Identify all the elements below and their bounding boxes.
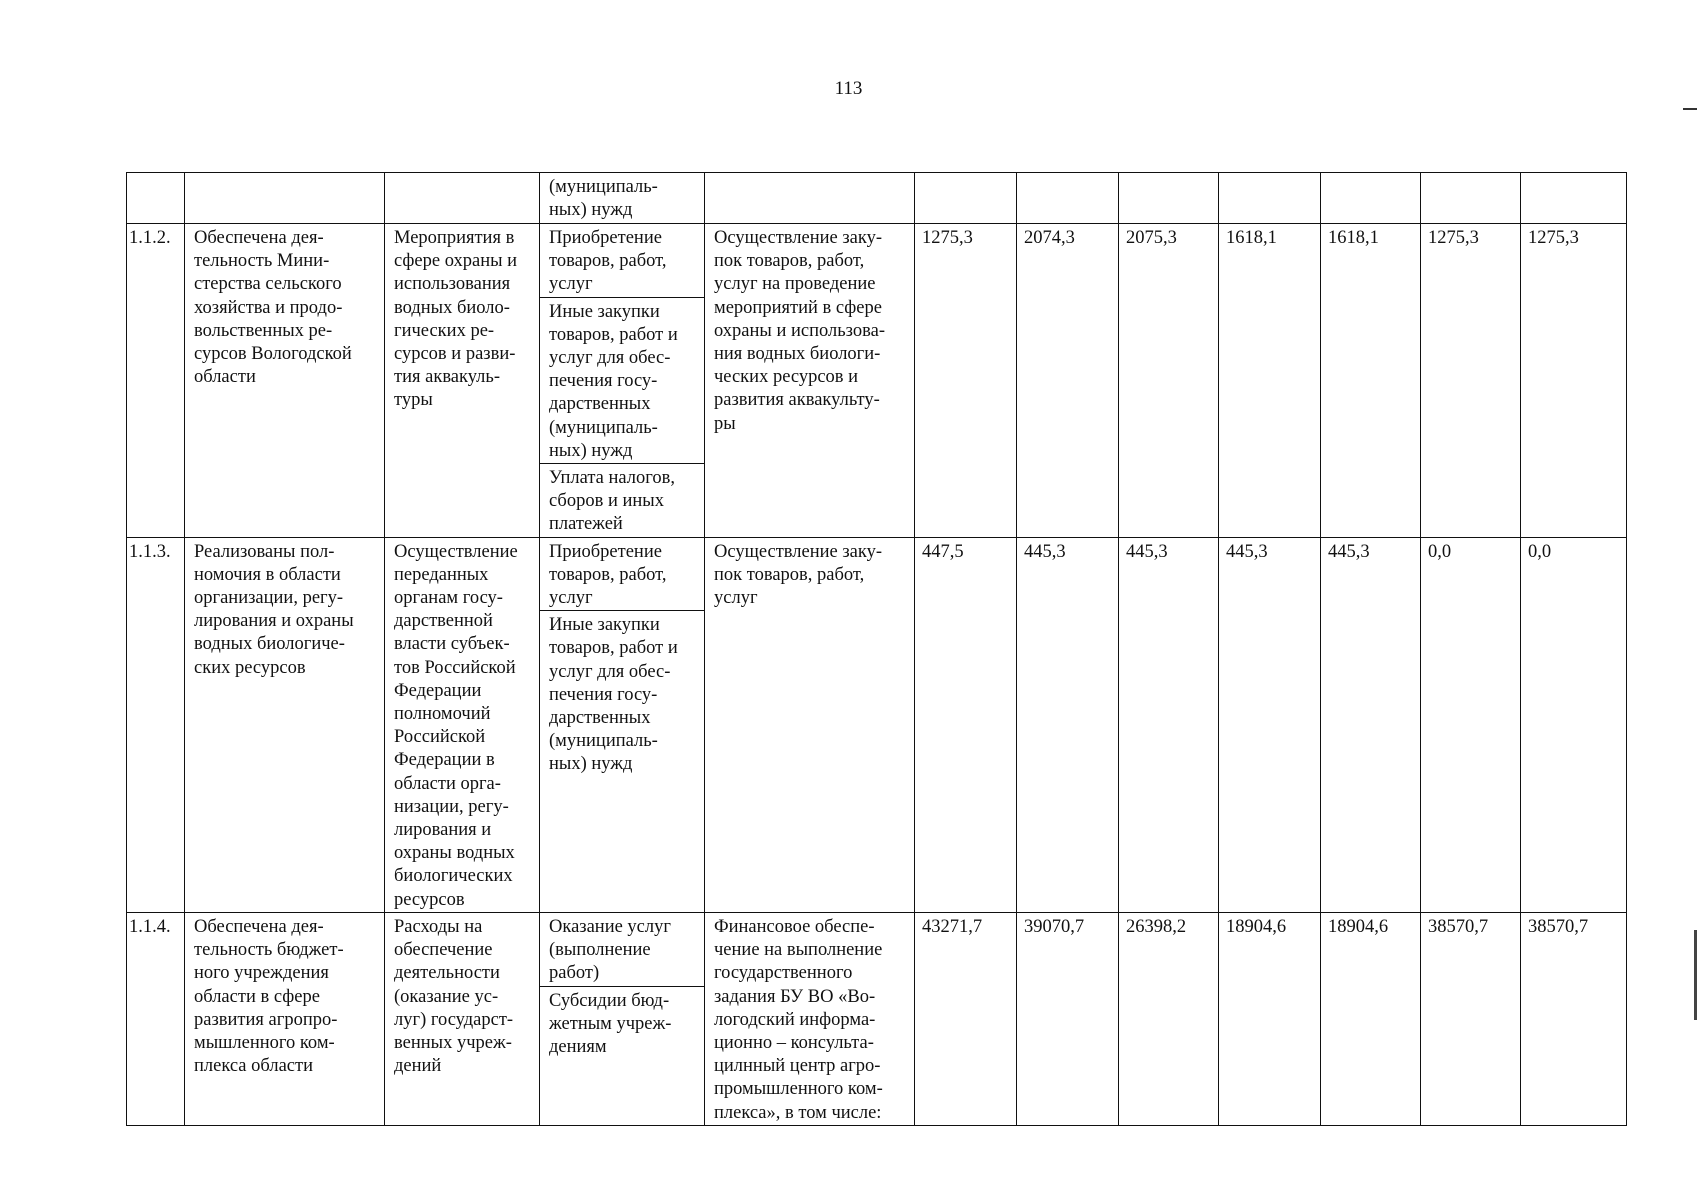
cell-result: Реализованы пол- номочия в области организации, регу- лирования и охраны водных биологиче- ских ресурсов	[185, 537, 385, 912]
cell-result: Обеспечена дея- тельность бюджет- ного учреждения области в сфере развития агропро- мышленного ком- плекса области	[185, 912, 385, 1125]
cell-value	[1119, 173, 1219, 224]
cell-code: 1.1.2.	[127, 224, 185, 538]
cell-result	[185, 173, 385, 224]
cell-value	[1421, 173, 1521, 224]
cell-expense-types	[540, 537, 705, 912]
cell-value: 18904,6	[1321, 912, 1421, 1125]
table-row-continuation	[127, 173, 1627, 224]
cell-value: 43271,7	[915, 912, 1017, 1125]
cell-value: 0,0	[1521, 537, 1627, 912]
cell-event	[385, 173, 540, 224]
cell-value	[1219, 173, 1321, 224]
expense-type: Иные закупки товаров, работ и услуг для обес- печения госу- дарственных (муниципаль- ных) нужд	[540, 610, 704, 776]
cell-value: 18904,6	[1219, 912, 1321, 1125]
cell-value: 39070,7	[1017, 912, 1119, 1125]
cell-value: 445,3	[1321, 537, 1421, 912]
cell-value: 1275,3	[1521, 224, 1627, 538]
table-row	[127, 224, 1627, 538]
cell-direction: Осуществление заку- пок товаров, работ, услуг на проведение мероприятий в сфере охраны и использова- ния водных биологи- ческих ресурсов и развития аквакульту- ры	[705, 224, 915, 538]
funding-table	[126, 172, 1627, 1126]
cell-value: 38570,7	[1521, 912, 1627, 1125]
cell-event: Осуществление переданных органам госу- дарственной власти субъек- тов Российской Федерации полномочий Российской Федерации в области орга- низации, регу- лирования и охраны водных биологических ресурсов	[385, 537, 540, 912]
cell-code	[127, 173, 185, 224]
table-row	[127, 537, 1627, 912]
cell-value: 26398,2	[1119, 912, 1219, 1125]
cell-value: 445,3	[1119, 537, 1219, 912]
cell-value: 447,5	[915, 537, 1017, 912]
cell-direction: Финансовое обеспе- чение на выполнение государственного задания БУ ВО «Во- логодский информа- ционно – консульта- цилнный центр агро- промышленного ком- плекса», в том числе:	[705, 912, 915, 1125]
scan-edge-mark	[1683, 108, 1697, 110]
table-row	[127, 912, 1627, 1125]
expense-type: Уплата налогов, сборов и иных платежей	[540, 463, 704, 537]
cell-value: 2075,3	[1119, 224, 1219, 538]
cell-value: 445,3	[1219, 537, 1321, 912]
cell-value: 445,3	[1017, 537, 1119, 912]
expense-type: Иные закупки товаров, работ и услуг для обес- печения госу- дарственных (муниципаль- ных) нужд	[540, 297, 704, 463]
cell-value: 2074,3	[1017, 224, 1119, 538]
cell-value	[1017, 173, 1119, 224]
cell-code: 1.1.4.	[127, 912, 185, 1125]
page-number: 113	[834, 78, 863, 99]
cell-value: 1618,1	[1321, 224, 1421, 538]
cell-expense-types	[540, 224, 705, 538]
cell-value: 1275,3	[1421, 224, 1521, 538]
cell-event: Расходы на обеспечение деятельности (оказание ус- луг) государст- венных учреж- дений	[385, 912, 540, 1125]
cell-event: Мероприятия в сфере охраны и использования водных биоло- гических ре- сурсов и разви- тия аквакуль- туры	[385, 224, 540, 538]
cell-value: 0,0	[1421, 537, 1521, 912]
expense-type: Оказание услуг (выполнение работ)	[549, 916, 671, 984]
cell-expense-types	[540, 173, 705, 224]
cell-value	[1521, 173, 1627, 224]
cell-expense-types	[540, 912, 705, 1125]
cell-value: 1275,3	[915, 224, 1017, 538]
expense-type: Приобретение товаров, работ, услуг	[549, 228, 667, 295]
cell-code: 1.1.3.	[127, 537, 185, 912]
cell-value: 1618,1	[1219, 224, 1321, 538]
cell-result: Обеспечена дея- тельность Мини- стерства сельского хозяйства и продо- вольственных ре- сурсов Вологодской области	[185, 224, 385, 538]
expense-type: Субсидии бюд- жетным учреж- дениям	[540, 986, 704, 1060]
cell-value	[915, 173, 1017, 224]
cell-value: 38570,7	[1421, 912, 1521, 1125]
cell-direction: Осуществление заку- пок товаров, работ, услуг	[705, 537, 915, 912]
expense-type: (муниципаль- ных) нужд	[549, 177, 658, 221]
cell-direction	[705, 173, 915, 224]
expense-type: Приобретение товаров, работ, услуг	[549, 541, 667, 609]
cell-value	[1321, 173, 1421, 224]
